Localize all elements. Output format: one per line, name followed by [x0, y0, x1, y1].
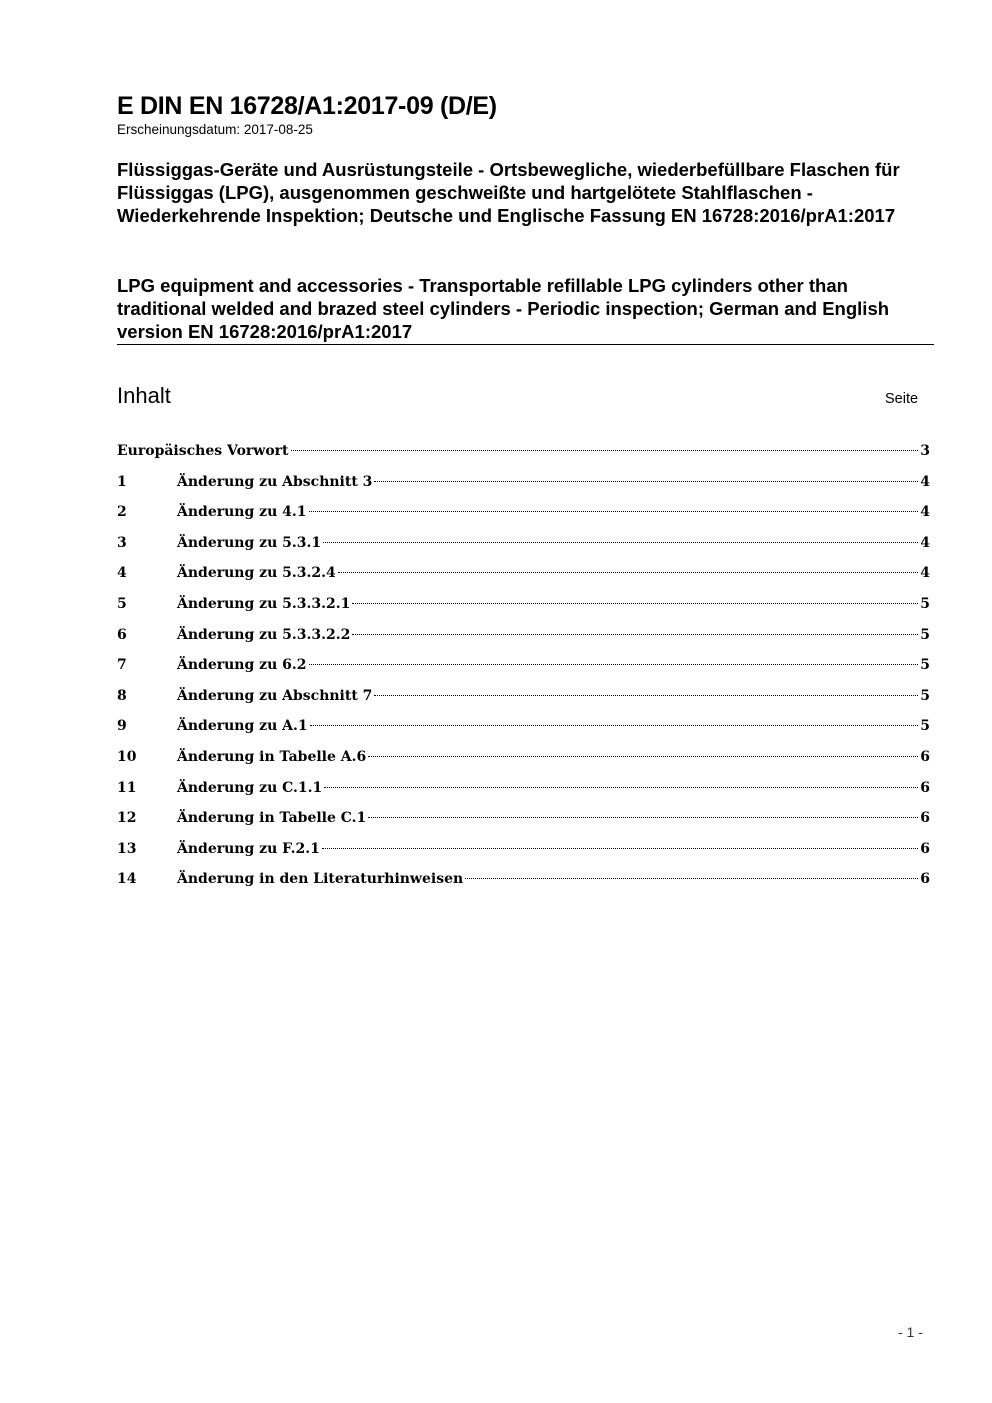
toc-entry-page: 5: [920, 595, 930, 612]
toc-leader-dots: [368, 756, 918, 757]
toc-entry[interactable]: [117, 685, 930, 716]
toc-entry-text: Änderung in den Literaturhinweisen: [177, 871, 464, 888]
toc-leader-dots: [352, 603, 918, 604]
toc-entry-page: 4: [920, 504, 930, 521]
toc-entry-number: 1: [117, 473, 127, 490]
table-of-contents: [117, 440, 930, 899]
toc-entry-page: 6: [920, 779, 930, 796]
toc-leader-dots: [309, 664, 919, 665]
toc-entry-text: Änderung zu 5.3.2.4: [177, 565, 336, 582]
document-id: E DIN EN 16728/A1:2017-09 (D/E): [117, 92, 497, 120]
toc-entry-page: 4: [920, 534, 930, 551]
toc-entry-text: Änderung zu Abschnitt 3: [177, 473, 373, 490]
page-number: - 1 -: [898, 1324, 923, 1340]
toc-entry-text: Änderung in Tabelle A.6: [177, 748, 367, 765]
toc-entry[interactable]: [117, 868, 930, 899]
toc-entry[interactable]: [117, 562, 930, 593]
toc-entry-text: Änderung zu 6.2: [177, 657, 307, 674]
toc-entry-foreword[interactable]: [117, 440, 930, 471]
toc-entry-text: Änderung zu F.2.1: [177, 840, 320, 857]
toc-entry[interactable]: [117, 471, 930, 502]
toc-entry[interactable]: [117, 532, 930, 563]
toc-entry-text: Änderung zu Abschnitt 7: [177, 687, 373, 704]
toc-leader-dots: [322, 848, 918, 849]
toc-page-column-label: Seite: [885, 391, 919, 407]
title-english: LPG equipment and accessories - Transportable refillable LPG cylinders other than traditional welded and brazed steel cylinders - Periodic inspection; German and English version EN 16728:2016/prA1:2017: [117, 275, 890, 342]
toc-entry-number: 4: [117, 565, 127, 582]
toc-entry[interactable]: [117, 807, 930, 838]
toc-entry-page: 3: [920, 443, 930, 459]
toc-entry-number: 6: [117, 626, 127, 643]
toc-entry[interactable]: [117, 777, 930, 808]
toc-entry-page: 6: [920, 871, 930, 888]
toc-heading: Inhalt: [117, 383, 171, 408]
toc-entry[interactable]: [117, 746, 930, 777]
toc-leader-dots: [323, 542, 918, 543]
toc-leader-dots: [309, 511, 919, 512]
toc-leader-dots: [374, 481, 918, 482]
toc-leader-dots: [374, 695, 918, 696]
toc-entry-page: 5: [920, 657, 930, 674]
toc-entry-text: Änderung zu 5.3.3.2.2: [177, 626, 351, 643]
toc-entry-number: 8: [117, 687, 127, 704]
toc-entry-number: 2: [117, 504, 127, 521]
toc-entry-page: 5: [920, 687, 930, 704]
toc-entry[interactable]: [117, 654, 930, 685]
toc-entry-number: 12: [117, 810, 137, 827]
toc-entry-number: 5: [117, 595, 127, 612]
toc-leader-dots: [310, 725, 919, 726]
toc-entry-number: 14: [117, 871, 137, 888]
publication-date: Erscheinungsdatum: 2017-08-25: [117, 122, 313, 137]
toc-leader-dots: [352, 634, 918, 635]
toc-entry[interactable]: [117, 624, 930, 655]
toc-entry-page: 5: [920, 626, 930, 643]
toc-entry-text: Europäisches Vorwort: [117, 443, 289, 459]
toc-entry[interactable]: [117, 715, 930, 746]
toc-entry-text: Änderung in Tabelle C.1: [177, 810, 367, 827]
toc-entry-number: 3: [117, 534, 127, 551]
toc-entry-number: 7: [117, 657, 127, 674]
toc-entry[interactable]: [117, 593, 930, 624]
title-german: Flüssiggas-Geräte und Ausrüstungsteile - Ortsbewegliche, wiederbefüllbare Flaschen für Flüssiggas (LPG), ausgenommen geschweißte und hartgelötete Stahlflaschen - Wiederkehrende Inspektion; Deutsche und Englische Fassung EN 16728:2016/prA1:2017: [117, 159, 900, 226]
toc-entry-text: Änderung zu 5.3.1: [177, 534, 322, 551]
toc-leader-dots: [324, 787, 918, 788]
toc-entry-page: 6: [920, 810, 930, 827]
toc-entry-number: 11: [117, 779, 137, 796]
toc-leader-dots: [291, 450, 919, 451]
toc-entry-page: 5: [920, 718, 930, 735]
toc-leader-dots: [465, 878, 918, 879]
toc-entry-text: Änderung zu C.1.1: [177, 779, 323, 796]
toc-leader-dots: [338, 572, 919, 573]
toc-entry-text: Änderung zu A.1: [177, 718, 308, 735]
toc-leader-dots: [368, 817, 918, 818]
title-divider: [117, 344, 934, 345]
toc-entry-page: 6: [920, 840, 930, 857]
toc-entry-number: 9: [117, 718, 127, 735]
toc-entry-page: 4: [920, 473, 930, 490]
toc-entry[interactable]: [117, 838, 930, 869]
toc-entry-page: 4: [920, 565, 930, 582]
toc-entry-text: Änderung zu 5.3.3.2.1: [177, 595, 351, 612]
toc-entry-number: 13: [117, 840, 137, 857]
toc-entry[interactable]: [117, 501, 930, 532]
toc-entry-page: 6: [920, 748, 930, 765]
toc-entry-number: 10: [117, 748, 137, 765]
toc-entry-text: Änderung zu 4.1: [177, 504, 307, 521]
